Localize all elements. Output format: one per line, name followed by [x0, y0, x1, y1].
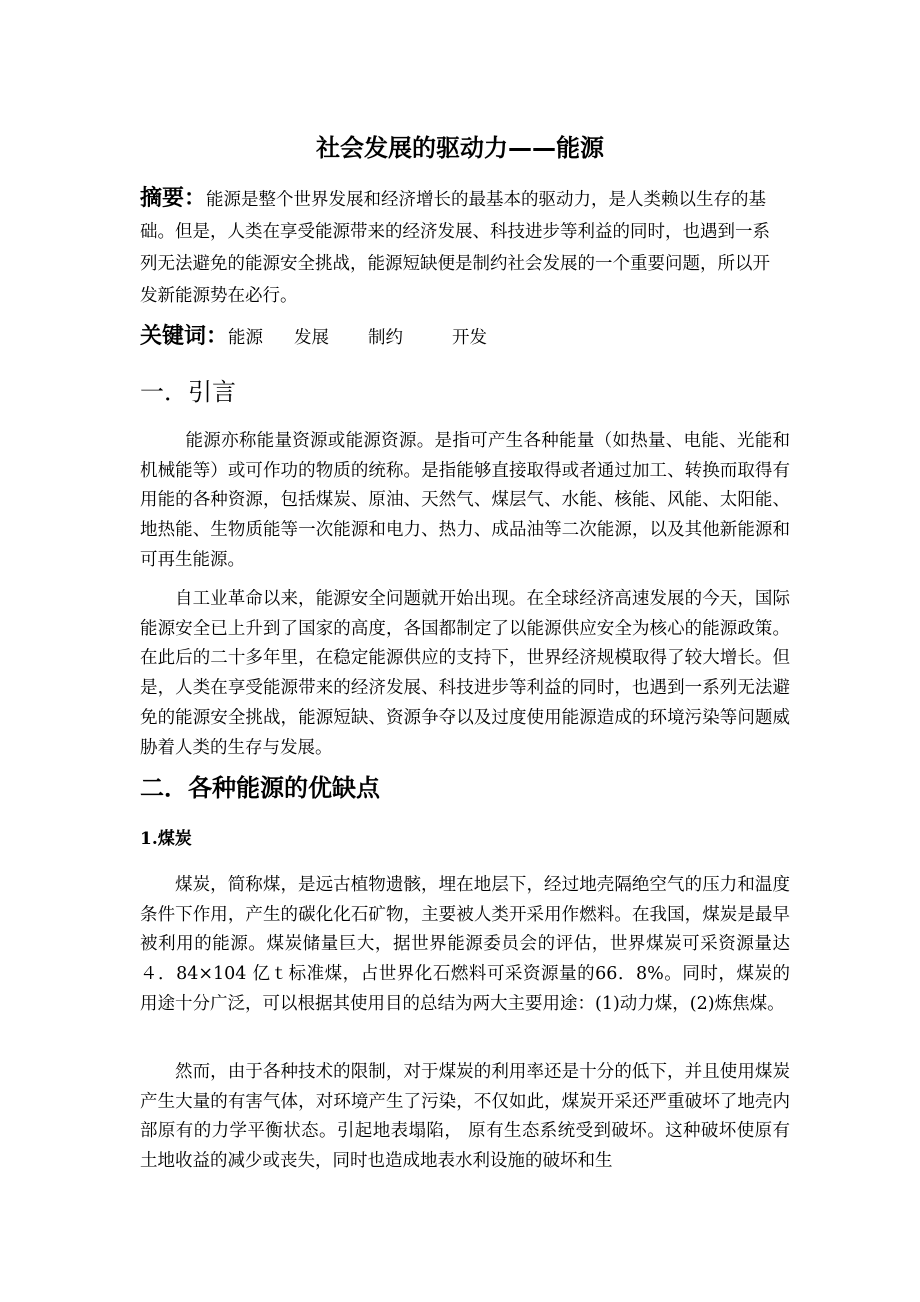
paragraph: 自工业革命以来，能源安全问题就开始出现。在全球经济高速发展的今天，国际能源安全已上升到了国家的高度，各国都制定了以能源供应安全为核心的能源政策。在此后的二十多年里，在稳定能源供应的支持下，世界经济规模取得了较大增长。但是，人类在享受能源带来的经济发展、科技进步等利益的同时，也遇到一系列无法避免的能源安全挑战，能源短缺、资源争夺以及过度使用能源造成的环境污染等问题威胁着人类的生存与发展。: [140, 589, 790, 758]
section-heading-introduction: 一．引言: [140, 378, 236, 406]
keywords: [140, 320, 782, 355]
keyword-item: 能源: [228, 328, 264, 348]
keyword-item: 制约: [368, 328, 404, 348]
paragraph: 能源亦称能量资源或能源资源。是指可产生各种能量（如热量、电能、光能和机械能等）或可作功的物质的统称。是指能够直接取得或者通过加工、转换而取得有用能的各种资源，包括煤炭、原油、天然气、煤层气、水能、核能、风能、太阳能、地热能、生物质能等一次能源和电力、热力、成品油等二次能源，以及其他新能源和可再生能源。: [140, 431, 790, 570]
abstract: [140, 183, 782, 312]
paragraph: 煤炭，简称煤，是远古植物遗骸，埋在地层下，经过地壳隔绝空气的压力和温度条件下作用，产生的碳化化石矿物，主要被人类开采用作燃料。在我国，煤炭是最早被利用的能源。煤炭储量巨大，据世界能源委员会的评估，世界煤炭可采资源量达４．84×104 亿ｔ标准煤，占世界化石燃料可采资源量的66．8%。同时，煤炭的用途十分广泛，可以根据其使用目的总结为两大主要用途：(1)动力煤，(2)炼焦煤。: [140, 875, 790, 1014]
keywords-label: 关键词：: [140, 324, 229, 349]
paragraph: 然而，由于各种技术的限制，对于煤炭的利用率还是十分的低下，并且使用煤炭产生大量的有害气体，对环境产生了污染，不仅如此，煤炭开采还严重破坏了地壳内部原有的力学平衡状态。引起地表塌陷， 原有生态系统受到破坏。这种破坏使原有土地收益的减少或丧失，同时也造成地表水利设施的破坏和生: [140, 1062, 790, 1172]
abstract-label: 摘要：: [140, 186, 207, 211]
document-title: 社会发展的驱动力——能源: [316, 134, 604, 162]
keyword-item: 开发: [452, 328, 488, 348]
keyword-item: 发展: [294, 328, 330, 348]
section-heading-energy-pros-cons: 二．各种能源的优缺点: [140, 774, 380, 802]
abstract-text: 能源是整个世界发展和经济增长的最基本的驱动力，是人类赖以生存的基础。但是，人类在享受能源带来的经济发展、科技进步等利益的同时，也遇到一系列无法避免的能源安全挑战，能源短缺便是制约社会发展的一个重要问题，所以开发新能源势在必行。: [140, 190, 770, 306]
subsection-heading-coal: 1.煤炭: [140, 829, 192, 849]
